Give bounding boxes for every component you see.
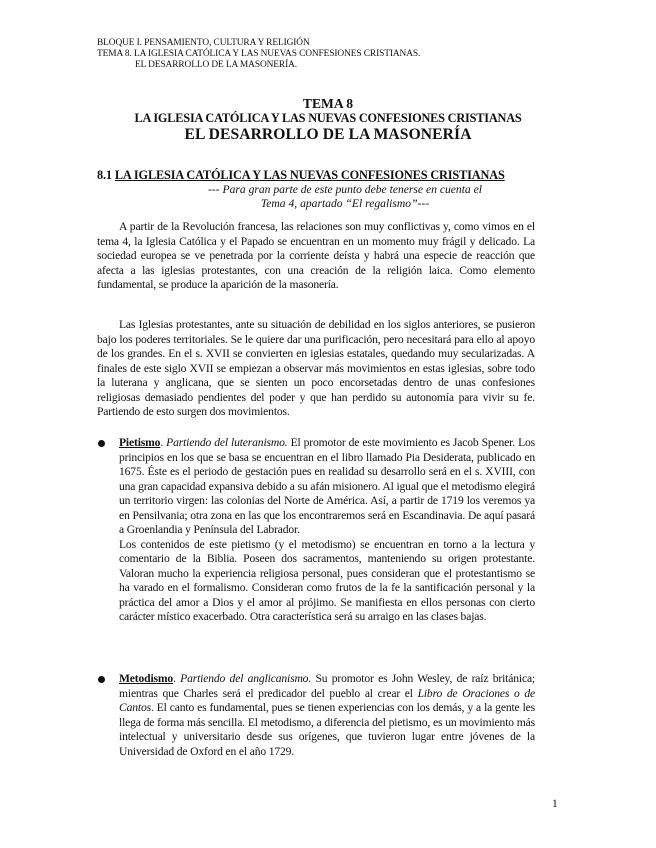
- bullet-pietismo: [97, 436, 535, 625]
- paragraph-text: Las Iglesias protestantes, ante su situación de debilidad en los siglos anteriores, se pusieron bajo los poderes territoriales. Se le quiere dar una purificación, pero necesitará para ello al apoyo de los grandes. En el s. XVII se convierten en iglesias estatales, quedando muy secularizadas. A finales de este siglo XVII se empiezan a observar más movimientos en estas iglesias, sobre todo la luterana y anglicana, que se sienten un poco encorsetadas dentro de unas confesiones religiosas demasiado pendientes del poder y que han perdido su autonomía para vivir su fe. Partiendo de esto surgen dos movimientos.: [97, 318, 535, 418]
- book-title: Libro de Oraciones o de Cantos: [119, 686, 535, 714]
- title-block: [60, 96, 596, 144]
- running-header: [97, 38, 420, 71]
- paragraph-1: [97, 220, 535, 293]
- topic-number: TEMA 8: [302, 96, 354, 111]
- bullet-term: Metodismo: [119, 672, 174, 685]
- header-line-topic: TEMA 8. LA IGLESIA CATÓLICA Y LAS NUEVAS CONFESIONES CRISTIANAS.: [97, 49, 421, 59]
- bullet-icon: [98, 676, 105, 683]
- bullet-paragraph-1: Metodismo. Partiendo del anglicanismo. Su promotor es John Wesley, de raíz británica; mientras que Charles será el predicador del pueblo al crear el Libro de Oraciones o de Cantos. El canto es fundamental, pues se tienen experiencias con los demás, y a la gente les llega de forma más sencilla. El metodismo, a diferencia del pietismo, es un movimiento más intelectual y universitario desde sus orígenes, que tuvieron lugar entre jóvenes de la Universidad de Oxford en el año 1729.: [119, 672, 536, 758]
- section-note: [170, 183, 520, 211]
- bullet-subtitle: Partiendo del anglicanismo.: [180, 672, 312, 685]
- bullet-subtitle: Partiendo del luteranismo.: [166, 436, 288, 449]
- bullet-body: [119, 672, 535, 759]
- section-heading: [97, 168, 505, 183]
- bullet-text: El promotor de este movimiento es Jacob Spener. Los principios en los que se basa se encuentran en el libro llamado Pia Desiderata, publicado en 1675. Éste es el periodo de gestación pues en realidad su desarrollo será en el s. XVIII, con una gran capacidad expansiva debido a su afán misionero. Al igual que el metodismo elegirá un territorio virgen: las colonias del Norte de América. Así, a partir de 1719 los veremos ya en Pensilvania; otra zona en las que los encontraremos será en Escandinavia. De aquí pasará a Groenlandia y Península del Labrador.: [119, 436, 536, 536]
- bullet-term: Pietismo: [119, 436, 161, 449]
- section-heading-text: LA IGLESIA CATÓLICA Y LAS NUEVAS CONFESIONES CRISTIANAS: [114, 168, 505, 182]
- paragraph-text: A partir de la Revolución francesa, las relaciones son muy conflictivas y, como vimos en el tema 4, la Iglesia Católica y el Papado se encuentran en un momento muy frágil y delicado. La sociedad europea se ve penetrada por la corriente deísta y habrá una especie de reacción que afecta a las iglesias protestantes, con una creación de la religión laica. Como elemento fundamental, se produce la aparición de la masonería.: [97, 220, 535, 291]
- bullet-icon: [98, 440, 105, 447]
- header-line-topic-continued: EL DESARROLLO DE LA MASONERÍA.: [135, 60, 298, 70]
- header-line-block: BLOQUE I. PENSAMIENTO, CULTURA Y RELIGIÓN: [97, 38, 310, 48]
- page-number: 1: [552, 798, 558, 810]
- bullet-body: [119, 436, 535, 625]
- section-note-line-1: --- Para gran parte de este punto debe tenerse en cuenta el: [208, 183, 482, 196]
- section-note-line-2: Tema 4, apartado “El regalismo”---: [260, 197, 430, 210]
- paragraph-2: [97, 318, 535, 420]
- section-number: 8.1: [97, 168, 112, 182]
- bullet-metodismo: [97, 672, 535, 759]
- topic-main-title: EL DESARROLLO DE LA MASONERÍA: [184, 126, 472, 143]
- topic-subtitle: LA IGLESIA CATÓLICA Y LAS NUEVAS CONFESIONES CRISTIANAS: [134, 111, 522, 125]
- bullet-text: Su promotor es John Wesley, de raíz británica; mientras que Charles será el predicador del pueblo al crear el: [119, 672, 536, 700]
- bullet-paragraph-2: Los contenidos de este pietismo (y el metodismo) se encuentran en torno a la lectura y comentario de la Biblia. Poseen dos sacramentos, manteniendo su origen protestante. Valoran mucho la experiencia religiosa personal, pues consideran que el protestantismo se ha varado en el formalismo. Consideran como frutos de la fe la santificación personal y la práctica del amor a Dios y el amor al prójimo. Se manifiesta en ellos personas con cierto carácter místico exacerbado. Otra característica será su arraigo en las clases bajas.: [119, 537, 535, 623]
- bullet-paragraph-1: Pietismo. Partiendo del luteranismo. El promotor de este movimiento es Jacob Spener. Los principios en los que se basa se encuentran en el libro llamado Pia Desiderata, publicado en 1675. Éste es el periodo de gestación pues en realidad su desarrollo será en el s. XVIII, con una gran capacidad expansiva debido a su afán misionero. Al igual que el metodismo elegirá un territorio virgen: las colonias del Norte de América. Así, a partir de 1719 los veremos ya en Pensilvania; otra zona en las que los encontraremos será en Escandinavia. De aquí pasará a Groenlandia y Península del Labrador.: [119, 436, 536, 536]
- bullet-text-continued: . El canto es fundamental, pues se tienen experiencias con los demás, y a la gente les llega de forma más sencilla. El metodismo, a diferencia del pietismo, es un movimiento más intelectual y universitario desde sus orígenes, que tuvieron lugar entre jóvenes de la Universidad de Oxford en el año 1729.: [119, 701, 535, 758]
